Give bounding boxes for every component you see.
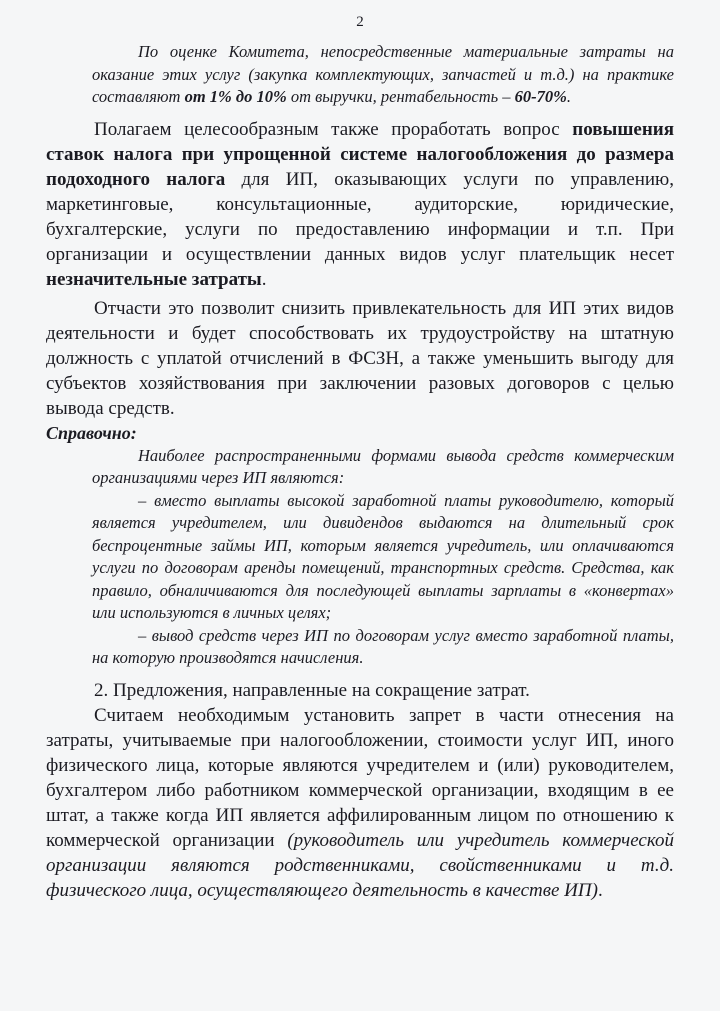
text-run: Считаем необходимым установить запрет в части отнесения на затраты, учитываемые при налогообложении, стоимости услуг ИП, иного физического лица, которые являются учредителем и (или) руководителем, бухгалтером либо работником коммерческой организации, входящим в ее штат, а также когда ИП является аффилированным лицом по отношению к коммерческой организации xyxy=(46,704,674,851)
reference-heading: Справочно: xyxy=(46,422,137,443)
text-run: . xyxy=(261,268,267,290)
reference-item-loans: – вместо выплаты высокой заработной платы руководителю, который является учредителем, или дивидендов выдаются на длительный срок беспроцентные займы ИП, которым является учредитель, или оплачиваются услуги по договорам аренды помещений, транспортных средств. Средства, как правило, обналичиваются для последующей выплаты зарплаты в «конвертах» или используются в личных целях; xyxy=(92,490,674,622)
bold-text-run: повышения ставок налога при упрощенной системе налогообложения до размера подоходного налога xyxy=(46,118,674,190)
text-run: от выручки, рентабельность – xyxy=(286,87,515,106)
text-run: . xyxy=(566,87,572,106)
bold-text-run: незначительные затраты xyxy=(46,268,262,290)
section-heading: 2. Предложения, направленные на сокращение затрат. xyxy=(94,679,530,701)
text-run: По оценке Комитета, непосредственные материальные затраты на оказание этих услуг (закупка комплектующих, запчастей и т.д.) на практике составляют xyxy=(92,42,674,106)
partial-effect-paragraph: Отчасти это позволит снизить привлекательность для ИП этих видов деятельности и будет способствовать их трудоустройству на штатную должность с уплатой отчислений в ФСЗН, а также уменьшить выгоду для субъектов хозяйствования при заключении разовых договоров с целью вывода средств. xyxy=(46,297,674,419)
reference-intro: Наиболее распространенными формами вывода средств коммерческим организациями через ИП являются: xyxy=(92,445,674,487)
text-run: для ИП, оказывающих услуги по управлению, маркетинговые, консультационные, аудиторские, юридические, бухгалтерские, услуги по предоставлению информации и т.п. При организации и осуществлении данных видов услуг плательщик несет xyxy=(46,168,674,265)
italic-text-run: (руководитель или учредитель коммерческой организации являются родственниками, свойственниками и т.д. физического лица, осуществляющего деятельность в качестве ИП) xyxy=(46,829,675,901)
bold-text-run: от 1% до 10% xyxy=(184,87,287,106)
tax-rate-proposal-paragraph xyxy=(46,117,674,292)
text-run: Полагаем целесообразным также проработать вопрос xyxy=(94,118,573,140)
committee-estimate-paragraph xyxy=(46,41,674,109)
text-run: . xyxy=(597,879,603,901)
reference-item-services: – вывод средств через ИП по договорам услуг вместо заработной платы, на которую производятся начисления. xyxy=(92,625,674,667)
bold-text-run: 60-70% xyxy=(514,87,567,106)
page-number: 2 xyxy=(356,14,364,30)
cost-ban-paragraph xyxy=(46,703,674,903)
